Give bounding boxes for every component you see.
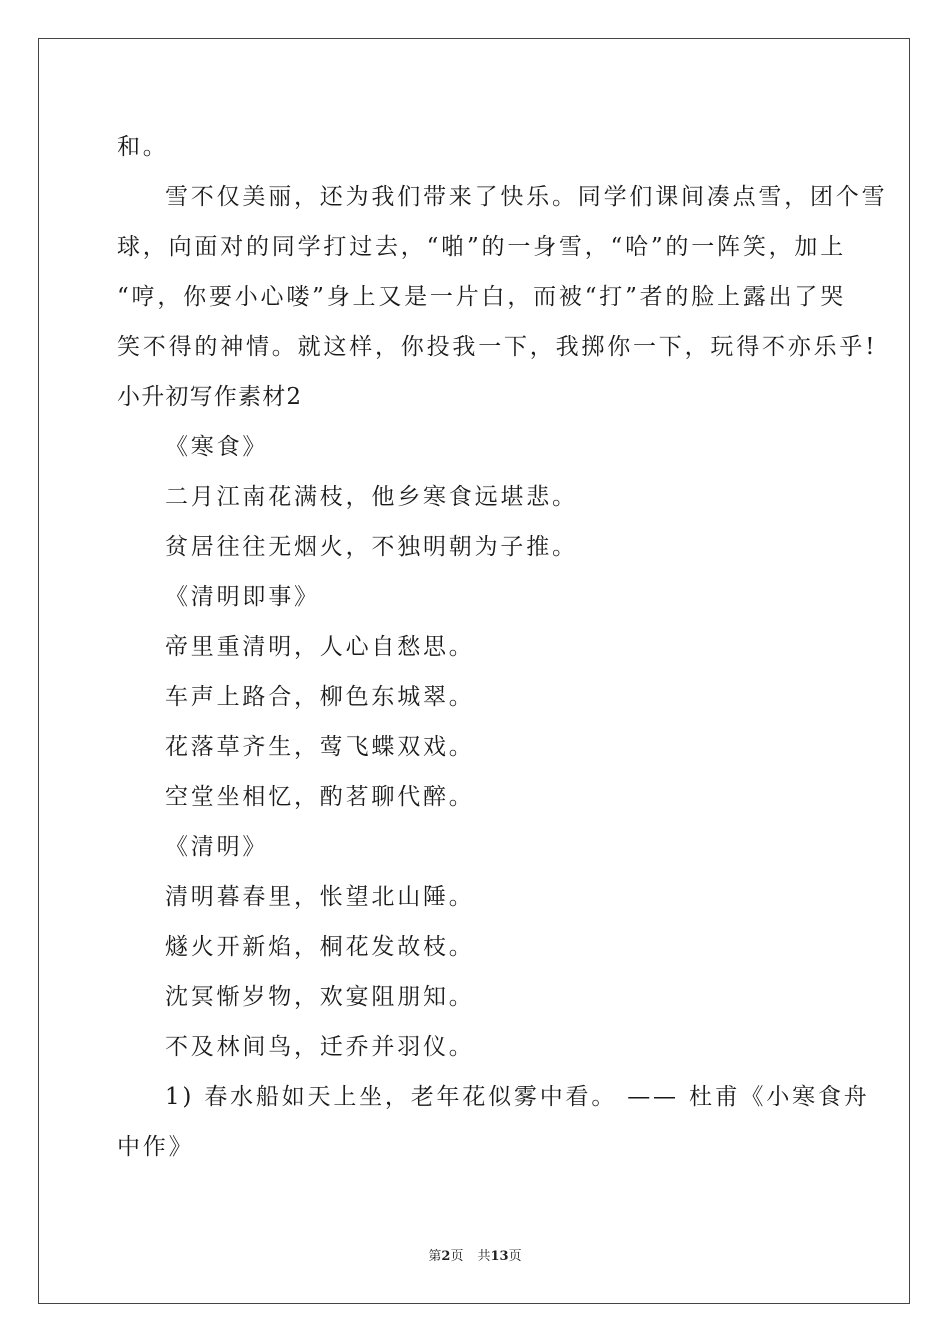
poem-line: 清明暮春里，怅望北山陲。	[165, 884, 475, 910]
document-body	[117, 122, 888, 1172]
paragraph-line: 和。	[117, 134, 169, 160]
paragraph-line: 雪不仅美丽，还为我们带来了快乐。同学们课间凑点雪，团个雪	[165, 184, 888, 210]
section-heading: 小升初写作素材2	[117, 384, 303, 410]
poem-title: 《清明》	[165, 834, 269, 860]
poem-line: 帝里重清明，人心自愁思。	[165, 634, 475, 660]
poem-line: 贫居往往无烟火，不独明朝为子推。	[165, 534, 578, 560]
paragraph-line: “哼，你要小心喽”身上又是一片白，而被“打”者的脸上露出了哭	[117, 284, 847, 310]
poem-line: 二月江南花满枝，他乡寒食远堪悲。	[165, 484, 578, 510]
page-prefix: 第	[428, 1249, 442, 1264]
poem-line: 不及林间鸟，迁乔并羽仪。	[165, 1034, 475, 1060]
poem-line: 空堂坐相忆，酌茗聊代醉。	[165, 784, 475, 810]
poem-title: 《寒食》	[165, 434, 269, 460]
poem-line: 沈冥惭岁物，欢宴阻朋知。	[165, 984, 475, 1010]
page-suffix: 页	[450, 1249, 464, 1264]
poem-line: 花落草齐生，莺飞蝶双戏。	[165, 734, 475, 760]
page-number: 2	[441, 1249, 451, 1264]
total-suffix: 页	[508, 1249, 522, 1264]
poem-line: 燧火开新焰，桐花发故枝。	[165, 934, 475, 960]
poem-line: 车声上路合，柳色东城翠。	[165, 684, 475, 710]
page-footer	[0, 1245, 950, 1264]
quote-line: 中作》	[117, 1134, 195, 1160]
total-pages: 13	[490, 1249, 509, 1264]
total-prefix: 共	[477, 1249, 491, 1264]
paragraph-line: 笑不得的神情。就这样，你投我一下，我掷你一下，玩得不亦乐乎!	[117, 334, 878, 360]
paragraph-line: 球，向面对的同学打过去，“啪”的一身雪，“哈”的一阵笑，加上	[117, 234, 847, 260]
poem-title: 《清明即事》	[165, 584, 320, 610]
quote-line: 1) 春水船如天上坐，老年花似雾中看。 —— 杜甫《小寒食舟	[165, 1084, 870, 1110]
